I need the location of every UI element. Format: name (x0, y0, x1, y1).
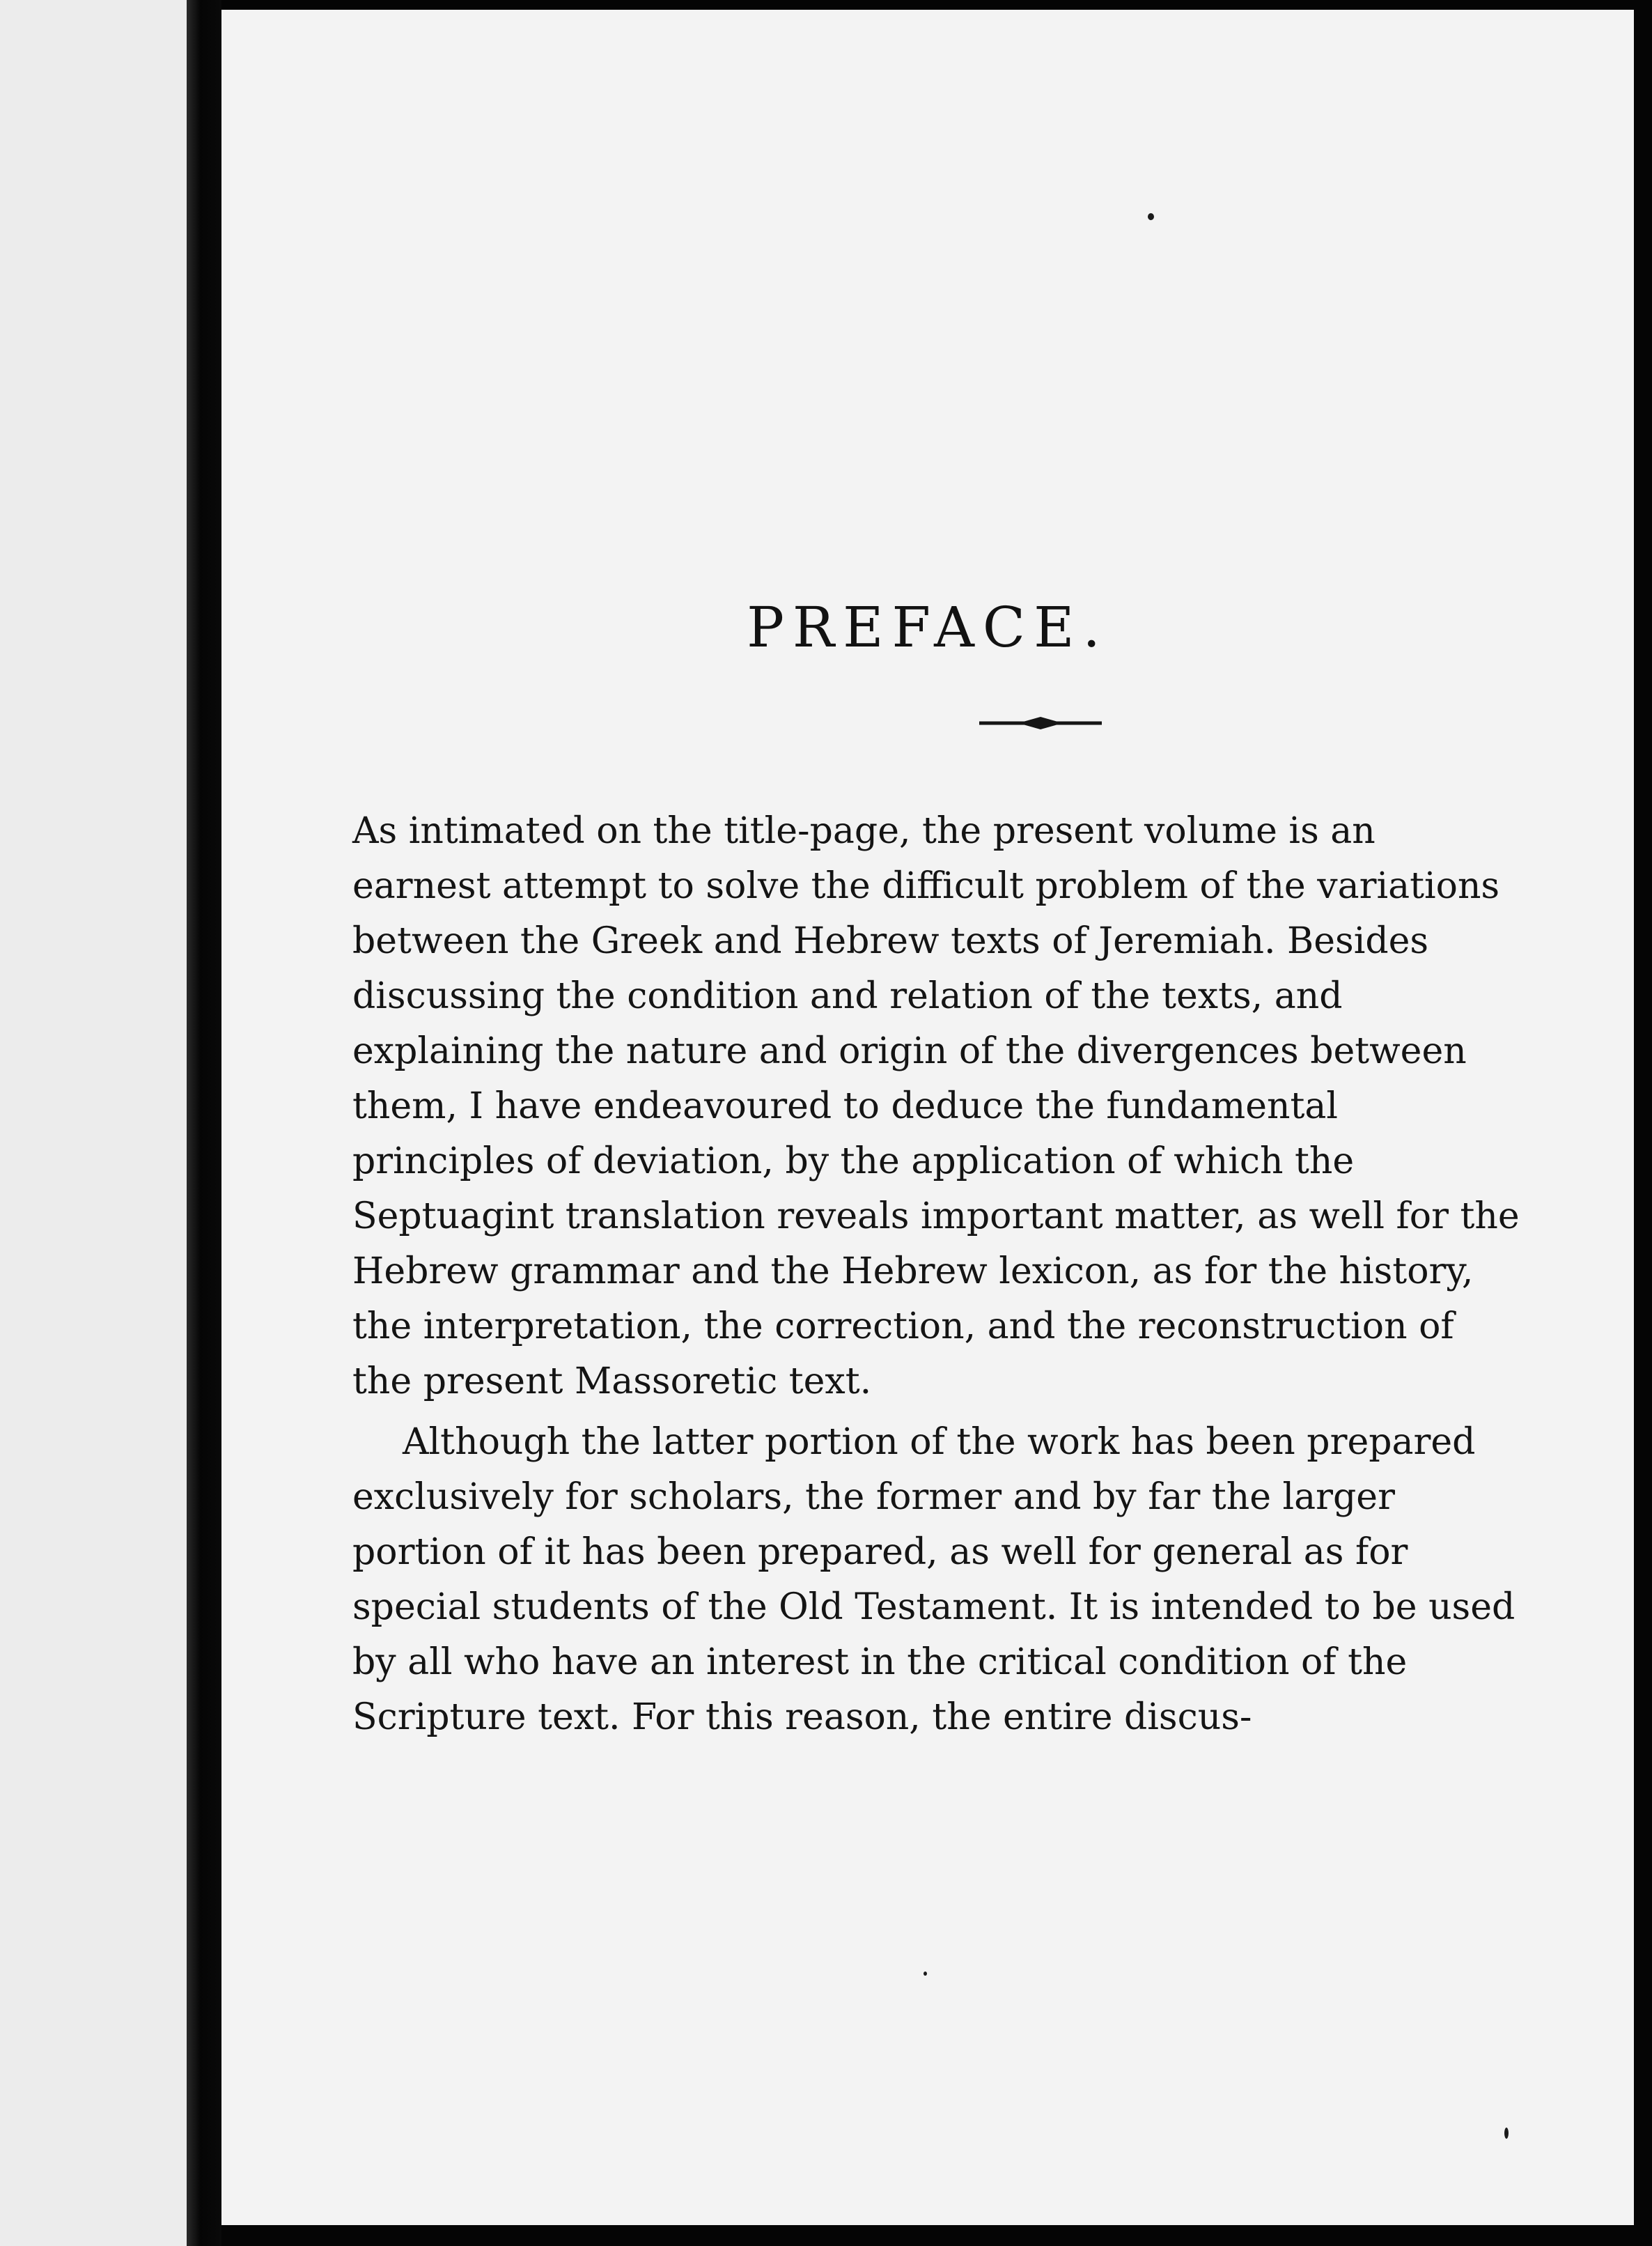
dust-speck (1504, 2128, 1509, 2139)
preface-body (352, 804, 1522, 1745)
book-spine-shadow (187, 0, 221, 2246)
dust-speck (1148, 213, 1154, 220)
rule-ornament-icon (978, 709, 1103, 737)
page-title: PREFACE. (747, 595, 1109, 660)
preface-page (221, 10, 1634, 2225)
left-page-edge (0, 0, 189, 2246)
paragraph-2: Although the latter portion of the work has been prepared exclusively for scholars, the former and by far the larger portion of it has been prepared, as well for general as for special students of the Old Testament. It is intended to be used by all who have an interest in the critical condition of the Scripture text. For this reason, the entire discus- (352, 1421, 1515, 1738)
dust-speck (924, 1972, 927, 1976)
paragraph-1: As intimated on the title-page, the present volume is an earnest attempt to solve the difficult problem of the variations between the Greek and Hebrew texts of Jeremiah. Besides discussing the condition and relation of the texts, and explaining the nature and origin of the divergences between them, I have endeavoured to deduce the fundamental principles of deviation, by the application of which the Septuagint translation reveals important matter, as well for the Hebrew grammar and the Hebrew lexicon, as for the history, the interpretation, the correction, and the reconstruction of the present Massoretic text. (352, 810, 1520, 1402)
